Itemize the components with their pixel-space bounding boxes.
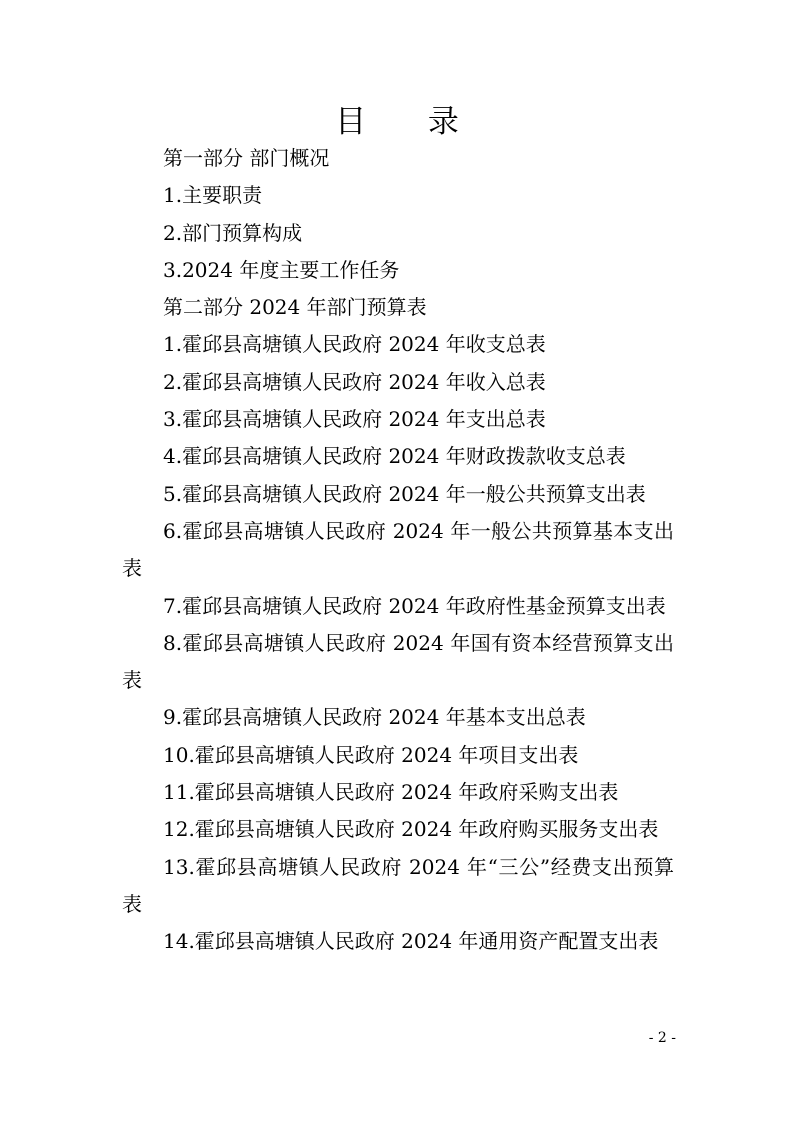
toc-entry-part1: 第一部分 部门概况: [163, 146, 330, 170]
toc-entry-2-11: 11.霍邱县高塘镇人民政府 2024 年政府采购支出表: [163, 780, 619, 805]
toc-entry-2-9: 9.霍邱县高塘镇人民政府 2024 年基本支出总表: [163, 705, 586, 730]
toc-entry-2-4: 4.霍邱县高塘镇人民政府 2024 年财政拨款收支总表: [163, 444, 626, 469]
toc-entry-2-5: 5.霍邱县高塘镇人民政府 2024 年一般公共预算支出表: [163, 481, 646, 506]
toc-entry-2-10: 10.霍邱县高塘镇人民政府 2024 年项目支出表: [163, 742, 579, 767]
toc-entry-2-13: 13.霍邱县高塘镇人民政府 2024 年“三公”经费支出预算表: [122, 854, 674, 916]
toc-entry-2-2: 2.霍邱县高塘镇人民政府 2024 年收入总表: [163, 369, 546, 394]
toc-entry-2-6: 6.霍邱县高塘镇人民政府 2024 年一般公共预算基本支出表: [122, 518, 674, 581]
toc-title: 目 录: [335, 104, 485, 140]
toc-entry-1-2: 2.部门预算构成: [163, 220, 303, 245]
page-number: - 2 -: [648, 1030, 676, 1046]
toc-entry-2-8: 8.霍邱县高塘镇人民政府 2024 年国有资本经营预算支出表: [122, 630, 674, 693]
toc-entry-2-7: 7.霍邱县高塘镇人民政府 2024 年政府性基金预算支出表: [163, 593, 666, 618]
table-of-contents: [122, 140, 674, 961]
toc-entry-2-14: 14.霍邱县高塘镇人民政府 2024 年通用资产配置支出表: [163, 929, 659, 954]
toc-entry-part2: 第二部分 2024 年部门预算表: [163, 295, 427, 320]
toc-entry-2-3: 3.霍邱县高塘镇人民政府 2024 年支出总表: [163, 407, 546, 432]
toc-entry-2-1: 1.霍邱县高塘镇人民政府 2024 年收支总表: [163, 332, 546, 357]
toc-entry-2-12: 12.霍邱县高塘镇人民政府 2024 年政府购买服务支出表: [163, 817, 659, 842]
toc-entry-1-3: 3.2024 年度主要工作任务: [163, 257, 400, 282]
toc-entry-1-1: 1.主要职责: [163, 183, 263, 208]
